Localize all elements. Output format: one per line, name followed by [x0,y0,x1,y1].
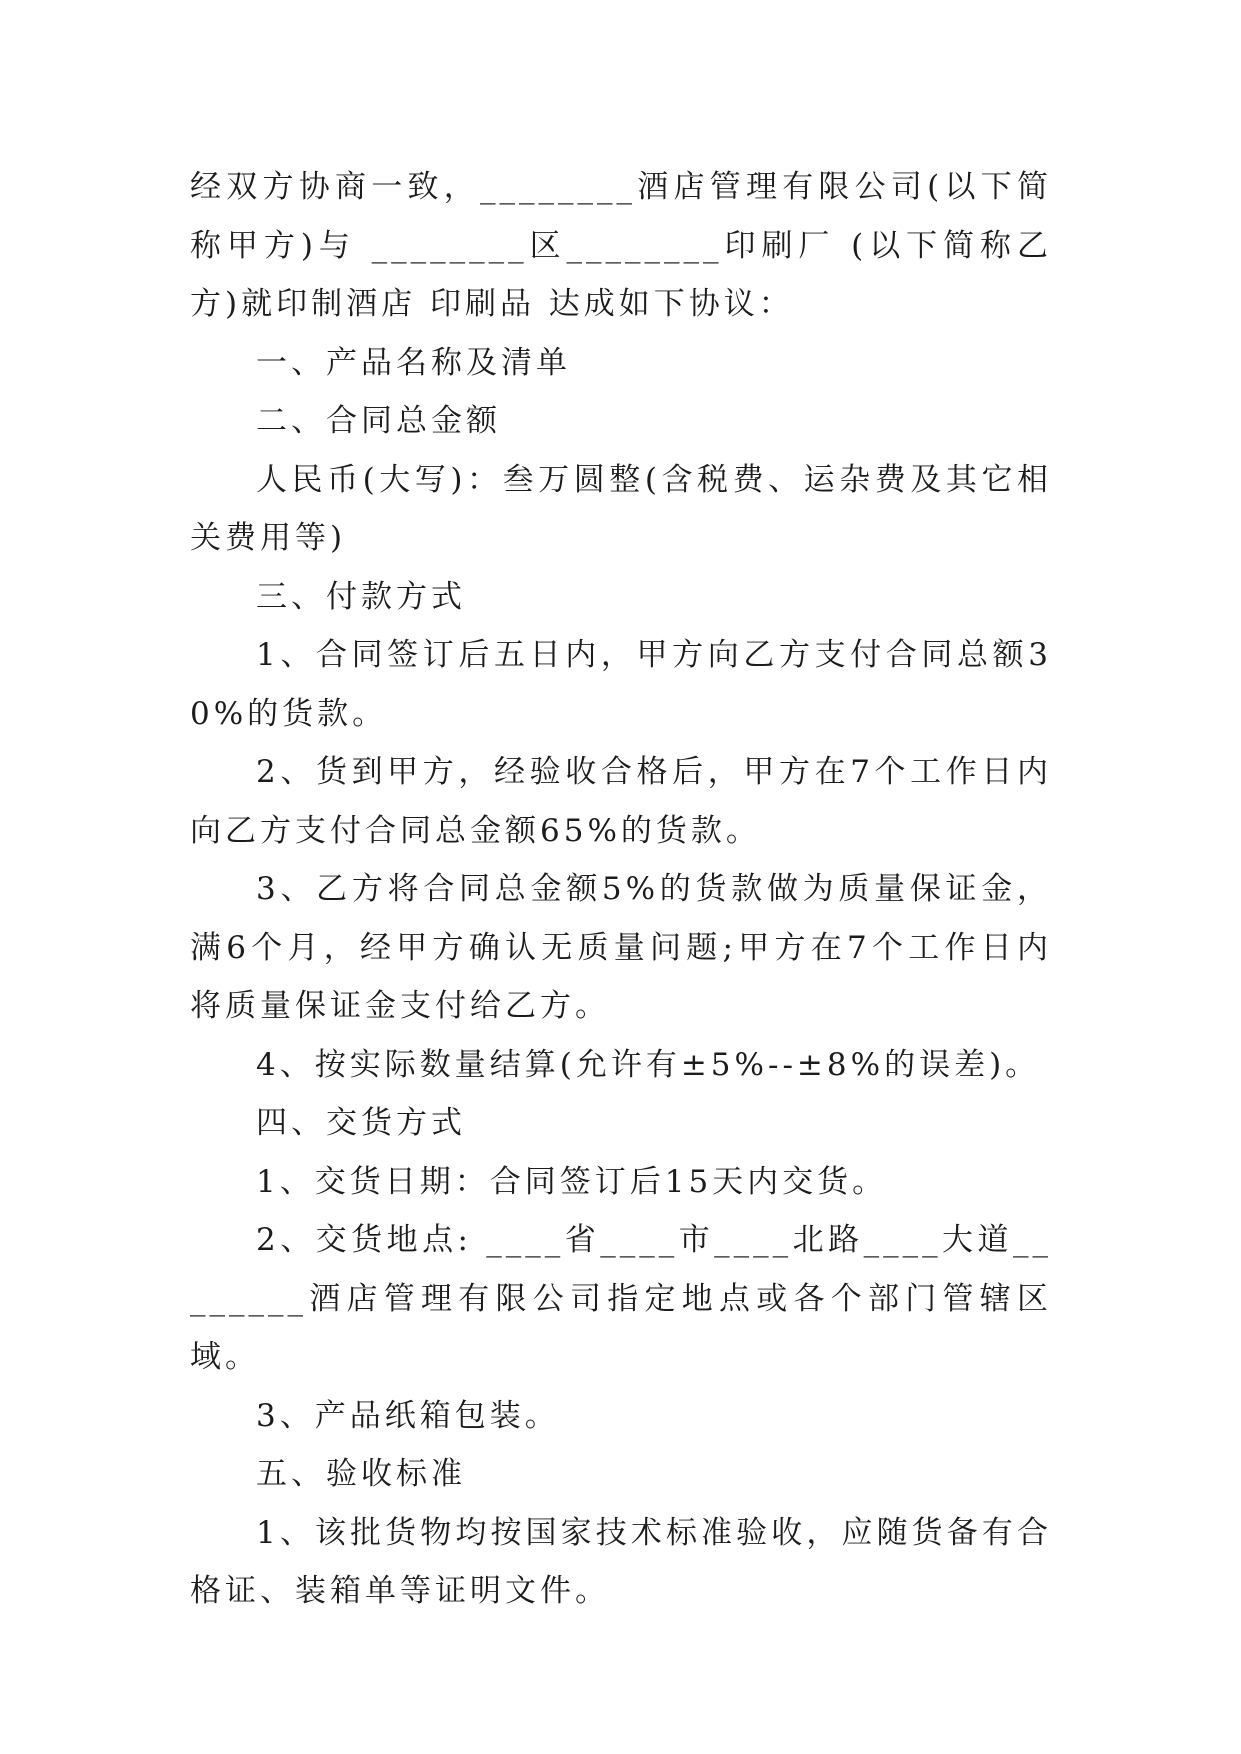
section-heading-2: 二、合同总金额 [256,403,501,439]
delivery-item-1: 1、交货日期：合同签订后15天内交货。 [256,1163,888,1200]
payment-item-1: 1、合同签订后五日内，甲方向乙方支付合同总额30%的货款。 [190,637,1052,732]
acceptance-item-1: 1、该批货物均按国家技术标准验收，应随货备有合格证、装箱单等证明文件。 [190,1514,1052,1609]
paragraph-amount: 人民币(大写)：叁万圆整(含税费、运杂费及其它相关费用等) [190,461,1052,556]
delivery-item-3: 3、产品纸箱包装。 [256,1397,560,1434]
paragraph-intro: 经双方协商一致，________酒店管理有限公司(以下简称甲方)与 ________区________印刷厂 (以下简称乙方)就印制酒店 印刷品 达成如下协议： [190,169,1052,322]
payment-item-4: 4、按实际数量结算(允许有±5%--±8%的误差)。 [256,1046,1041,1083]
section-heading-3: 三、付款方式 [256,578,466,615]
delivery-item-2: 2、交货地点: ____省____市____北路____大道________酒店管理有限公司指定地点或各个部门管辖区域。 [190,1222,1052,1375]
section-heading-5: 五、验收标准 [256,1456,466,1492]
payment-item-3: 3、乙方将合同总金额5%的货款做为质量保证金，满6个月，经甲方确认无质量问题;甲方在7个工作日内将质量保证金支付给乙方。 [190,871,1052,1024]
payment-item-2: 2、货到甲方，经验收合格后，甲方在7个工作日内向乙方支付合同总金额65%的货款。 [190,754,1052,849]
document-body [190,158,1052,1621]
section-heading-1: 一、产品名称及清单 [256,344,571,381]
section-heading-4: 四、交货方式 [256,1105,466,1141]
